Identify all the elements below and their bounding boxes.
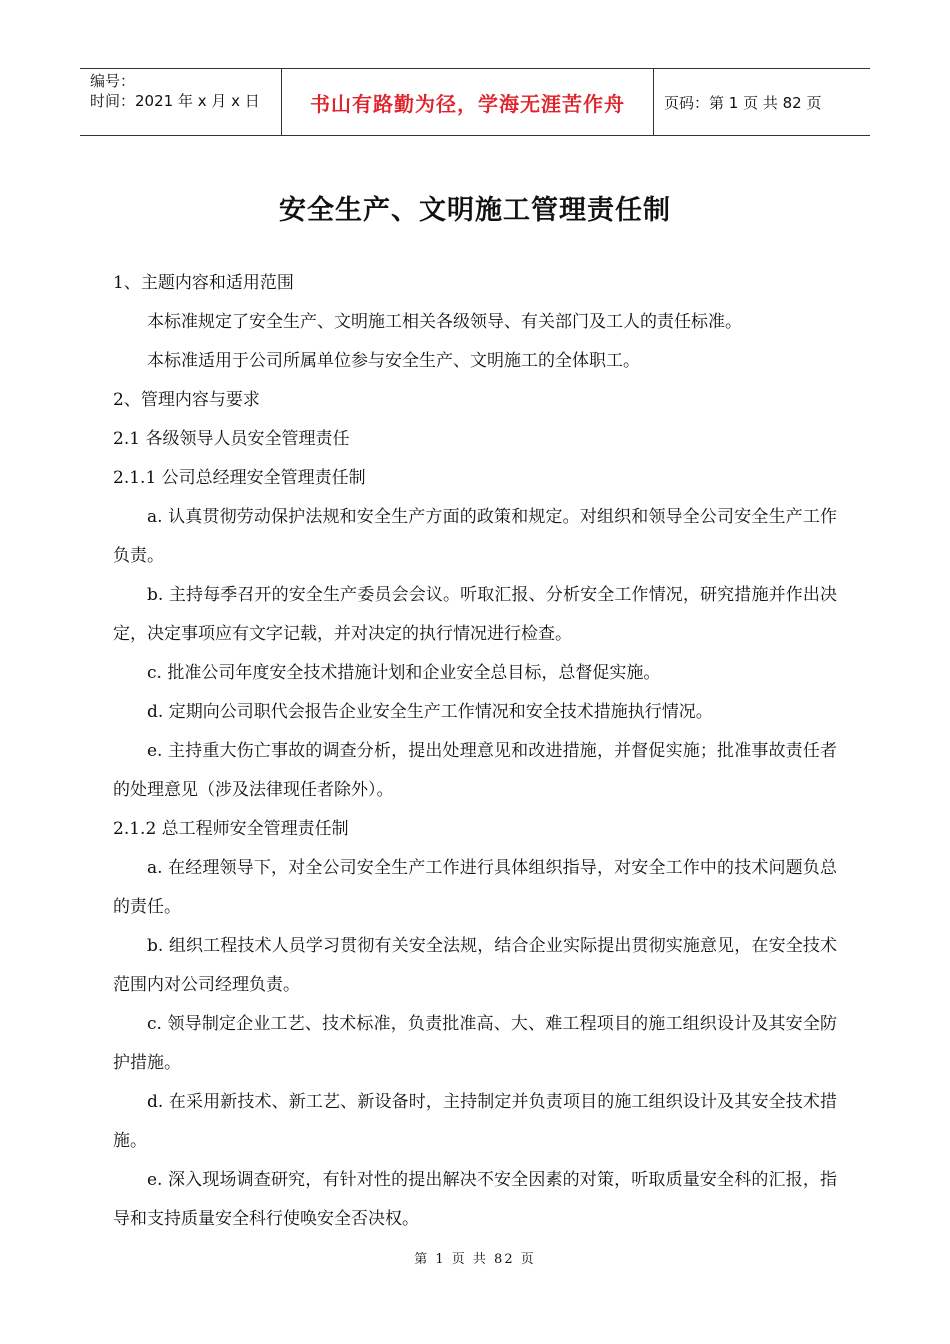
document-header [80,68,870,136]
page-footer: 第 1 页 共 82 页 [414,1252,536,1267]
header-motto: 书山有路勤为径，学海无涯苦作舟 [310,91,625,116]
paragraph: 2.1 各级领导人员安全管理责任 [113,429,350,449]
paragraph: a. 在经理领导下，对全公司安全生产工作进行具体组织指导，对安全工作中的技术问题负总的责任。 [113,858,837,917]
document-title: 安全生产、文明施工管理责任制 [279,195,671,226]
paragraph: 2.1.1 公司总经理安全管理责任制 [113,468,366,488]
paragraph: b. 主持每季召开的安全生产委员会会议。听取汇报、分析安全工作情况，研究措施并作出决定，决定事项应有文字记载，并对决定的执行情况进行检查。 [113,585,837,644]
paragraph: a. 认真贯彻劳动保护法规和安全生产方面的政策和规定。对组织和领导全公司安全生产工作负责。 [113,507,837,566]
header-motto-cell [282,69,654,135]
paragraph: 本标准规定了安全生产、文明施工相关各级领导、有关部门及工人的责任标准。 [147,312,742,332]
header-meta [80,69,282,135]
paragraph: d. 在采用新技术、新工艺、新设备时，主持制定并负责项目的施工组织设计及其安全技术措施。 [113,1092,837,1151]
paragraph: e. 主持重大伤亡事故的调查分析，提出处理意见和改进措施，并督促实施；批准事故责任者的处理意见（涉及法律现任者除外）。 [113,741,837,800]
paragraph: b. 组织工程技术人员学习贯彻有关安全法规，结合企业实际提出贯彻实施意见，在安全技术范围内对公司经理负责。 [113,936,837,995]
number-label: 编号： [90,72,136,90]
paragraph: 2、管理内容与要求 [113,390,260,410]
header-page-info: 页码：第 1 页 共 82 页 [664,93,822,112]
paragraph: 本标准适用于公司所属单位参与安全生产、文明施工的全体职工。 [147,351,640,371]
time-label: 时间：2021 年 x 月 x 日 [90,92,260,110]
paragraph: c. 批准公司年度安全技术措施计划和企业安全总目标，总督促实施。 [147,663,661,683]
paragraph: 2.1.2 总工程师安全管理责任制 [113,819,349,839]
paragraph: c. 领导制定企业工艺、技术标准，负责批准高、大、难工程项目的施工组织设计及其安全防护措施。 [113,1014,837,1073]
paragraph: d. 定期向公司职代会报告企业安全生产工作情况和安全技术措施执行情况。 [147,702,713,722]
document-body [113,264,837,1239]
paragraph: e. 深入现场调查研究，有针对性的提出解决不安全因素的对策，听取质量安全科的汇报，指导和支持质量安全科行使唤安全否决权。 [113,1170,837,1229]
paragraph: 1、主题内容和适用范围 [113,273,294,293]
